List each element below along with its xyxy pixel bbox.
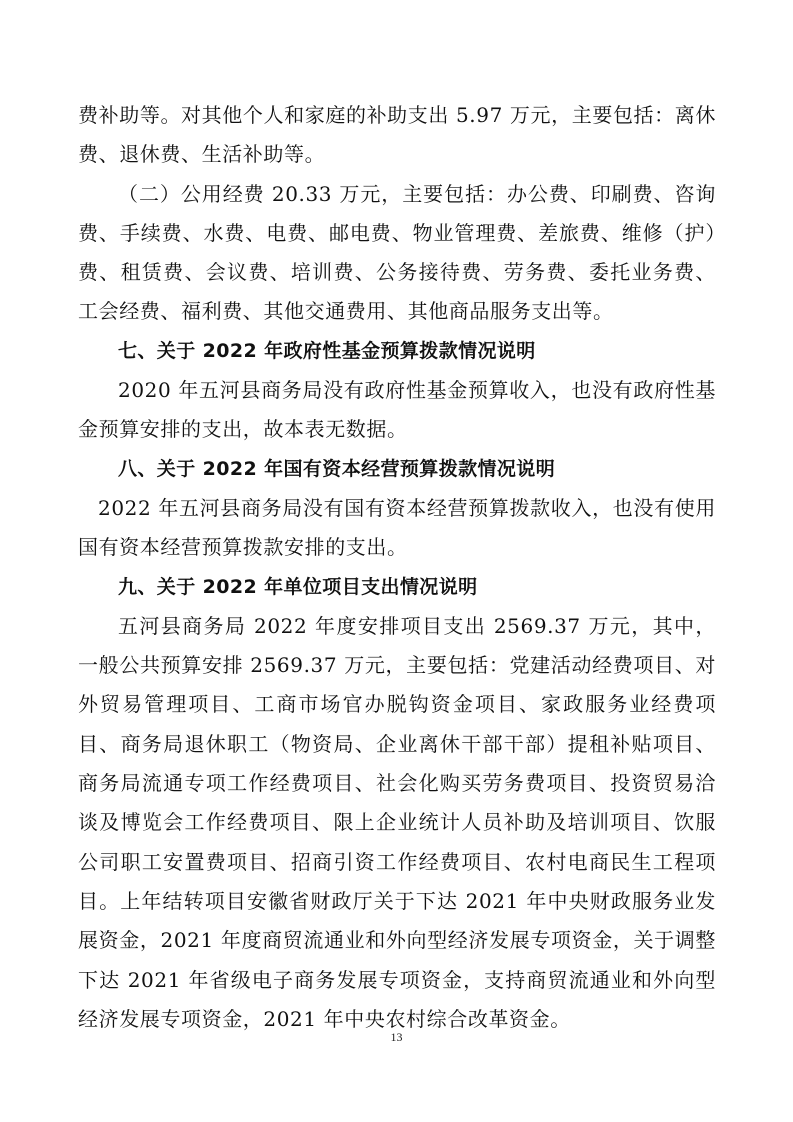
paragraph-public-funds: （二）公用经费 20.33 万元，主要包括：办公费、印刷费、咨询费、手续费、水费、电费、邮电费、物业管理费、差旅费、维修（护）费、租赁费、会议费、培训费、公务接待费、劳务费、委托业务费、工会经费、福利费、其他交通费用、其他商品服务支出等。 xyxy=(78,181,716,324)
document-body xyxy=(78,96,716,1039)
paragraph-subsidy-continued: 费补助等。对其他个人和家庭的补助支出 5.97 万元，主要包括：离休费、退休费、生活补助等。 xyxy=(78,103,716,167)
section-heading-8: 八、关于 2022 年国有资本经营预算拨款情况说明 xyxy=(118,457,556,480)
section-heading-7: 七、关于 2022 年政府性基金预算拨款情况说明 xyxy=(118,339,536,362)
paragraph-government-fund: 2020 年五河县商务局没有政府性基金预算收入，也没有政府性基金预算安排的支出，故本表无数据。 xyxy=(78,378,716,442)
paragraph-state-capital: 2022 年五河县商务局没有国有资本经营预算拨款收入，也没有使用国有资本经营预算拨款安排的支出。 xyxy=(78,495,716,560)
section-heading-9: 九、关于 2022 年单位项目支出情况说明 xyxy=(118,575,478,598)
page-number: 13 xyxy=(390,1030,403,1044)
paragraph-project-expenditure: 五河县商务局 2022 年度安排项目支出 2569.37 万元，其中，一般公共预算安排 2569.37 万元，主要包括：党建活动经费项目、对外贸易管理项目、工商市场官办脱钩资金项目、家政服务业经费项目、商务局退休职工（物资局、企业离休干部干部）提租补贴项目、商务局流通专项工作经费项目、社会化购买劳务费项目、投资贸易洽谈及博览会工作经费项目、限上企业统计人员补助及培训项目、饮服公司职工安置费项目、招商引资工作经费项目、农村电商民生工程项目。上年结转项目安徽省财政厅关于下达 2021 年中央财政服务业发展资金，2021 年度商贸流通业和外向型经济发展专项资金，关于调整下达 2021 年省级电子商务发展专项资金，支持商贸流通业和外向型经济发展专项资金，2021 年中央农村综合改革资金。 xyxy=(78,613,716,1031)
